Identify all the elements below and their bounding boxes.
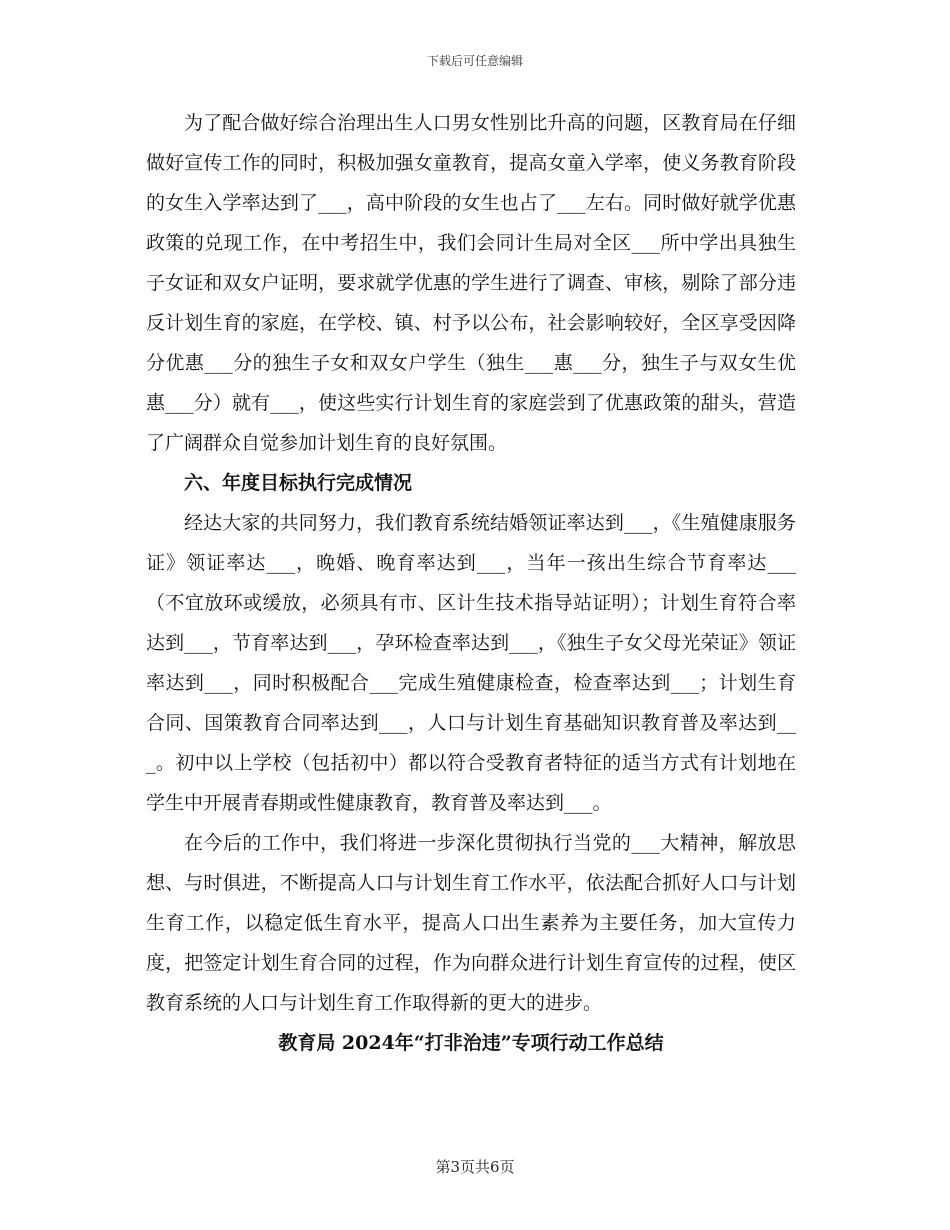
section-heading-annual-targets: 六、年度目标执行完成情况 [184,472,413,494]
page-header-note: 下载后可任意编辑 [426,54,523,68]
paragraph-future-work: 在今后的工作中，我们将进一步深化贯彻执行当党的___大精神，解放思想、与时俱进，不断提高人口与计划生育工作水平，依法配合抓好人口与计划生育工作，以稳定低生育水平，提高人口出生素养为主要任务，加大宣传力度，把签定计划生育合同的过程，作为向群众进行计划生育宣传的过程，使区教育系统的人口与计划生育工作取得新的更大的进步。 [146,832,796,1014]
page-number: 第3页共6页 [435,1158,515,1176]
document-body [146,103,796,1063]
paragraph-target-completion: 经达大家的共同努力，我们教育系统结婚领证率达到___，《生殖健康服务证》领证率达___，晚婚、晚育率达到___，当年一孩出生综合节育率达___（不宜放环或缓放，必须具有市、区计生技术指导站证明）；计划生育符合率达到___，节育率达到___，孕环检查率达到___，《独生子女父母光荣证》领证率达到___，同时积极配合___完成生殖健康检查，检查率达到___；计划生育合同、国策教育合同率达到___，人口与计划生育基础知识教育普及率达到___。初中以上学校（包括初中）都以符合受教育者特征的适当方式有计划地在学生中开展青春期或性健康教育，教育普及率达到___。 [146,512,796,814]
paragraph-gender-ratio-education: 为了配合做好综合治理出生人口男女性别比升高的问题，区教育局在仔细做好宣传工作的同时，积极加强女童教育，提高女童入学率，使义务教育阶段的女生入学率达到了___，高中阶段的女生也占了___左右。同时做好就学优惠政策的兑现工作，在中考招生中，我们会同计生局对全区___所中学出具独生子女证和双女户证明，要求就学优惠的学生进行了调查、审核，剔除了部分违反计划生育的家庭，在学校、镇、村予以公布，社会影响较好，全区享受因降分优惠___分的独生子女和双女户学生（独生___惠___分，独生子与双女生优惠___分）就有___，使这些实行计划生育的家庭尝到了优惠政策的甜头，营造了广阔群众自觉参加计划生育的良好氛围。 [146,112,796,454]
document-title: 教育局 2024年“打非治违”专项行动工作总结 [278,1032,664,1054]
